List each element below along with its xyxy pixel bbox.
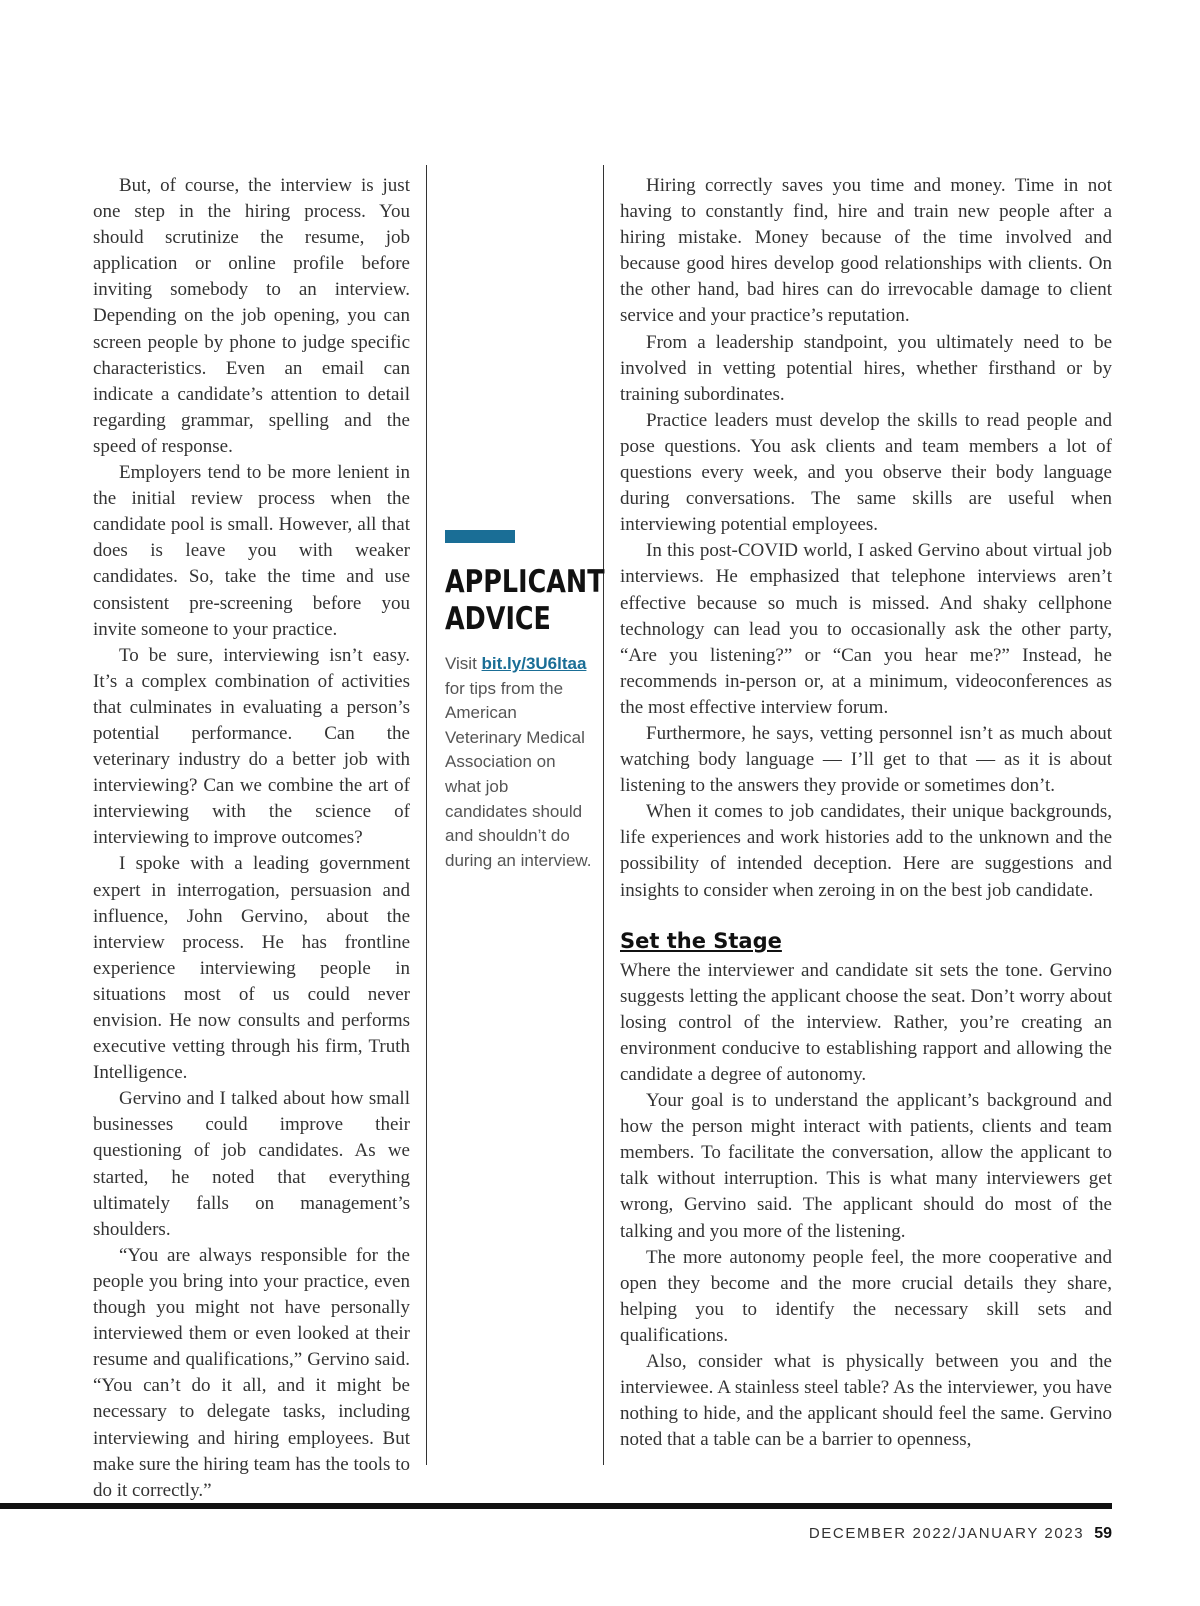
footer-rule [0,1503,1112,1509]
applicant-advice-sidebar [445,530,605,873]
right-paragraph-3: Practice leaders must develop the skills to read people and pose questions. You ask clients and team members a lot of questions every week, and you observe their body language during conversations. The same skills are useful when interviewing potential employees. [620,409,1112,536]
page-number: 59 [1094,1525,1112,1542]
right-paragraph-5: Furthermore, he says, vetting personnel isn’t as much about watching body language — I’ll get to that — as it is about listening to the answers they provide or sometimes don’t. [620,722,1112,797]
section-heading-set-the-stage: Set the Stage [620,928,782,953]
left-paragraph-6: “You are always responsible for the people you bring into your practice, even though you might not have personally interviewed them or even looked at their resume and qualifications,” Gervino said. “You can’t do it all, and it might be necessary to delegate tasks, including interviewing and hiring employees. But make sure the hiring team has the tools to do it correctly.” [93,1244,410,1501]
right-paragraph-10: Also, consider what is physically between you and the interviewee. A stainless steel table? As the interviewer, you have nothing to hide, and the applicant should feel the same. Gervino noted that a table can be a barrier to openness, [620,1351,1112,1451]
column-divider-right [603,165,604,1465]
right-column [620,173,1112,1453]
right-paragraph-6: When it comes to job candidates, their unique backgrounds, life experiences and work histories add to the unknown and the possibility of intended deception. Here are suggestions and insights to consider when zeroing in on the best job candidate. [620,801,1112,901]
left-column [93,173,410,1504]
sidebar-text-prefix: Visit [445,654,482,673]
sidebar-accent-bar [445,530,515,543]
left-paragraph-3: To be sure, interviewing isn’t easy. It’s a complex combination of activities that culminates in evaluating a person’s potential performance. Can the veterinary industry do a better job with interviewing? Can we combine the art of interviewing with the science of interviewing to improve outcomes? [93,644,410,849]
sidebar-title [445,564,605,638]
left-paragraph-2: Employers tend to be more lenient in the initial review process when the candidate pool is small. However, all that does is leave you with weaker candidates. So, take the time and use consistent pre-screening before you invite someone to your practice. [93,462,410,640]
right-paragraph-4: In this post-COVID world, I asked Gervino about virtual job interviews. He emphasized that telephone interviews aren’t effective because so much is missed. And shaky cellphone technology can lead you to occasionally ask the other party, “Are you listening?” or “Can you hear me?” Instead, he recommends in-person or, at a minimum, videoconferences as the most effective interview forum. [620,540,1112,718]
sidebar-link[interactable]: bit.ly/3U6ltaa [481,654,587,673]
column-divider-left [426,165,427,1465]
left-paragraph-4: I spoke with a leading government expert in interrogation, persuasion and influence, John Gervino, about the interview process. He has frontline experience interviewing people in situations most of us could never envision. He now consults and performs executive vetting through his firm, Truth Intelligence. [93,853,410,1084]
sidebar-title-line-2: ADVICE [445,601,551,637]
left-paragraph-5: Gervino and I talked about how small businesses could improve their questioning of job candidates. As we started, he noted that everything ultimately falls on management’s shoulders. [93,1088,410,1240]
sidebar-text-suffix: for tips from the American Veterinary Medical Association on what job candidates should and shouldn’t do during an interview. [445,678,592,870]
sidebar-body [445,652,595,873]
right-paragraph-9: The more autonomy people feel, the more cooperative and open they become and the more crucial details they share, helping you to identify the necessary skill sets and qualifications. [620,1246,1112,1346]
footer-issue-date: DECEMBER 2022/JANUARY 2023 [808,1525,1085,1542]
right-paragraph-7: Where the interviewer and candidate sit sets the tone. Gervino suggests letting the applicant choose the seat. Don’t worry about losing control of the interview. Rather, you’re creating an environment conducive to establishing rapport and allowing the candidate a degree of autonomy. [620,959,1112,1085]
sidebar-title-line-1: APPLICANT [445,564,605,600]
right-paragraph-1: Hiring correctly saves you time and money. Time in not having to constantly find, hire and train new people after a hiring mistake. Money because of the time involved and because good hires develop good relationships with clients. On the other hand, bad hires can do irrevocable damage to client service and your practice’s reputation. [620,175,1112,327]
left-paragraph-1: But, of course, the interview is just one step in the hiring process. You should scrutinize the resume, job application or online profile before inviting somebody to an interview. Depending on the job opening, you can screen people by phone to judge specific characteristics. Even an email can indicate a candidate’s attention to detail regarding grammar, spelling and the speed of response. [93,175,410,457]
right-paragraph-2: From a leadership standpoint, you ultimately need to be involved in vetting potential hires, whether firsthand or by training subordinates. [620,331,1112,405]
page-footer [809,1525,1112,1543]
right-paragraph-8: Your goal is to understand the applicant’s background and how the person might interact with patients, clients and team members. To facilitate the conversation, allow the applicant to talk without interruption. This is what many interviewers get wrong, Gervino said. The applicant should do most of the talking and you more of the listening. [620,1090,1112,1242]
